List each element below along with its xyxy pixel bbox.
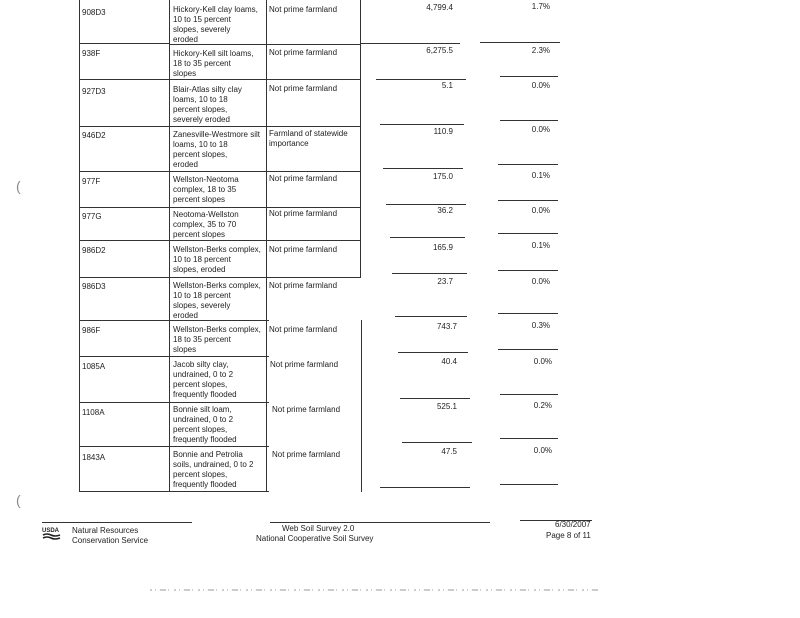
- footer-rule: [42, 522, 192, 523]
- percent-of-aoi: 0.0%: [533, 357, 552, 366]
- farmland-rating: Not prime farmland: [269, 174, 338, 183]
- farmland-rating: Not prime farmland: [269, 245, 338, 254]
- percent-of-aoi: 0.0%: [531, 81, 550, 90]
- percent-of-aoi: 0.0%: [531, 206, 550, 215]
- scan-noise: [150, 588, 600, 592]
- map-unit-symbol: 986F: [82, 326, 101, 335]
- map-unit-name: Wellston-Berks complex, 10 to 18 percent slopes, eroded: [173, 245, 261, 274]
- row-rule-right: [498, 349, 558, 350]
- row-rule-right: [498, 200, 558, 201]
- row-rule-right: [380, 124, 464, 125]
- row-rule: [79, 356, 269, 357]
- map-unit-symbol: 938F: [82, 49, 101, 58]
- row-rule-right: [500, 438, 558, 439]
- scan-margin-mark: (: [16, 492, 21, 508]
- row-rule-right: [360, 43, 460, 44]
- map-unit-symbol: 946D2: [82, 131, 106, 140]
- footer-rule: [270, 522, 490, 523]
- row-rule: [79, 171, 360, 172]
- row-rule: [79, 446, 269, 447]
- acres-in-aoi: 47.5: [441, 447, 457, 456]
- map-unit-name: Hickory-Kell clay loams, 10 to 15 percent slopes, severely eroded: [173, 5, 258, 44]
- farmland-rating: Not prime farmland: [272, 405, 341, 414]
- percent-of-aoi: 0.0%: [531, 125, 550, 134]
- row-rule-right: [498, 233, 558, 234]
- farmland-rating: Not prime farmland: [269, 5, 338, 14]
- scan-margin-mark: (: [16, 178, 21, 194]
- agency-name-line1: Natural Resources: [72, 526, 139, 535]
- map-unit-name: Wellston-Berks complex, 10 to 18 percent slopes, severely eroded: [173, 281, 261, 320]
- row-rule-right: [400, 398, 470, 399]
- map-unit-symbol: 986D3: [82, 282, 106, 291]
- row-rule-right: [498, 313, 558, 314]
- row-rule-right: [500, 120, 558, 121]
- percent-of-aoi: 0.2%: [533, 401, 552, 410]
- map-unit-name: Wellston-Neotoma complex, 18 to 35 percent slopes: [173, 175, 239, 204]
- usda-logo-text: USDA: [42, 528, 60, 534]
- farmland-rating: Not prime farmland: [269, 209, 338, 218]
- farmland-rating: Not prime farmland: [270, 360, 339, 369]
- row-rule-right: [376, 79, 466, 80]
- row-rule-right: [386, 204, 466, 205]
- row-rule-right: [383, 168, 463, 169]
- row-rule-right: [390, 237, 465, 238]
- agency-name-line2: Conservation Service: [72, 536, 149, 545]
- farmland-rating: Farmland of statewide importance: [269, 129, 348, 148]
- percent-of-aoi: 0.1%: [531, 241, 550, 250]
- farmland-rating: Not prime farmland: [269, 281, 338, 290]
- row-rule-right: [498, 270, 558, 271]
- col-rule-name: [266, 0, 267, 492]
- acres-in-aoi: 525.1: [436, 402, 457, 411]
- col-fragment: [361, 320, 362, 492]
- acres-in-aoi: 40.4: [441, 357, 457, 366]
- farmland-rating: Not prime farmland: [272, 450, 341, 459]
- map-unit-symbol: 1085A: [82, 362, 106, 371]
- percent-of-aoi: 0.3%: [531, 321, 550, 330]
- acres-in-aoi: 4,799.4: [426, 3, 453, 12]
- map-unit-name: Bonnie and Petrolia soils, undrained, 0 to 2 percent slopes, frequently flooded: [173, 450, 254, 489]
- farmland-rating: Not prime farmland: [269, 325, 338, 334]
- row-rule-right: [402, 442, 472, 443]
- footer-date: 6/30/2007: [555, 520, 591, 529]
- acres-in-aoi: 36.2: [437, 206, 453, 215]
- row-rule: [79, 277, 360, 278]
- survey-name: National Cooperative Soil Survey: [256, 534, 374, 543]
- farmland-rating: Not prime farmland: [269, 48, 338, 57]
- map-unit-name: Blair-Atlas silty clay loams, 10 to 18 percent slopes, severely eroded: [173, 85, 242, 124]
- percent-of-aoi: 1.7%: [531, 2, 550, 11]
- web-soil-survey-version: Web Soil Survey 2.0: [282, 524, 355, 533]
- acres-in-aoi: 23.7: [437, 277, 453, 286]
- farmland-rating: Not prime farmland: [269, 84, 338, 93]
- row-rule-right: [500, 484, 558, 485]
- row-rule-right: [392, 273, 467, 274]
- percent-of-aoi: 0.0%: [533, 446, 552, 455]
- acres-in-aoi: 110.9: [433, 127, 453, 136]
- page-number: Page 8 of 11: [546, 531, 591, 540]
- col-rule-left: [79, 0, 80, 492]
- map-unit-symbol: 977G: [82, 212, 102, 221]
- map-unit-symbol: 927D3: [82, 87, 106, 96]
- map-unit-name: Hickory-Kell silt loams, 18 to 35 percent slopes: [173, 49, 254, 78]
- map-unit-name: Wellston-Berks complex, 18 to 35 percent slopes: [173, 325, 261, 354]
- row-rule-right: [500, 394, 558, 395]
- row-rule-right: [500, 76, 558, 77]
- row-rule: [79, 491, 269, 492]
- acres-in-aoi: 5.1: [441, 81, 453, 90]
- map-unit-symbol: 908D3: [82, 8, 106, 17]
- acres-in-aoi: 175.0: [432, 172, 453, 181]
- row-rule-right: [395, 316, 467, 317]
- col-rule-rating: [360, 0, 361, 278]
- usda-logo: [42, 525, 62, 543]
- acres-in-aoi: 743.7: [436, 322, 457, 331]
- row-rule-right: [480, 42, 560, 43]
- row-rule: [79, 207, 360, 208]
- row-rule: [79, 79, 360, 80]
- acres-in-aoi: 165.9: [432, 243, 453, 252]
- map-unit-symbol: 1843A: [82, 453, 106, 462]
- col-rule-symbol: [169, 0, 170, 492]
- map-unit-name: Neotoma-Wellston complex, 35 to 70 percent slopes: [173, 210, 239, 239]
- map-unit-symbol: 977F: [82, 177, 101, 186]
- row-rule: [79, 126, 360, 127]
- map-unit-symbol: 1108A: [82, 408, 105, 417]
- percent-of-aoi: 0.1%: [531, 171, 550, 180]
- row-rule: [79, 43, 169, 44]
- percent-of-aoi: 2.3%: [531, 46, 550, 55]
- map-unit-name: Bonnie silt loam, undrained, 0 to 2 percent slopes, frequently flooded: [173, 405, 237, 444]
- map-unit-name: Jacob silty clay, undrained, 0 to 2 percent slopes, frequently flooded: [173, 360, 237, 399]
- row-rule: [79, 402, 269, 403]
- percent-of-aoi: 0.0%: [531, 277, 550, 286]
- row-rule-right: [498, 164, 558, 165]
- acres-in-aoi: 6,275.5: [426, 46, 453, 55]
- row-rule-right: [398, 352, 468, 353]
- map-unit-name: Zanesville-Westmore silt loams, 10 to 18 percent slopes, eroded: [173, 130, 260, 169]
- map-unit-symbol: 986D2: [82, 246, 106, 255]
- row-rule-right: [380, 487, 470, 488]
- row-rule: [79, 240, 360, 241]
